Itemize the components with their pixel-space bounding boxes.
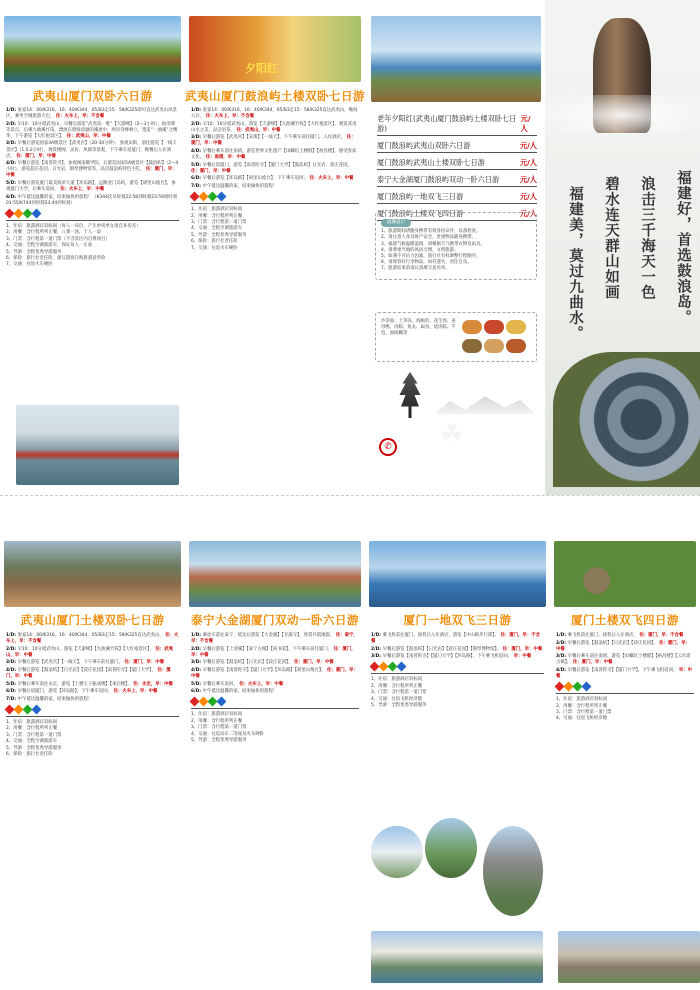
note-item: 7、交通：往返火车硬卧 <box>6 262 53 268</box>
day-meals-lodging: 住：厦门，早：中餐 <box>292 660 334 666</box>
day-description: 乘飞机前往厦门，接机后入住酒店， <box>567 633 638 638</box>
note-item: 4、交通：往返飞机经济舱 <box>556 716 608 722</box>
service-notes <box>6 224 179 269</box>
day-number: 4/D: <box>556 667 568 673</box>
day-number: 4/D: <box>6 667 18 673</box>
itinerary-day <box>6 689 179 695</box>
service-notes <box>6 720 179 758</box>
itinerary <box>191 633 359 744</box>
poem-line: 碧水连天群山如画 <box>603 176 620 300</box>
day-meals-lodging: 住：厦门，早：中餐 <box>122 660 165 666</box>
day-description: 早餐后游览【武夷宫】【宋街】【一线天】，下午乘车前往厦门，入住酒店， <box>202 135 346 141</box>
note-item: 4、交通：全程空调旅游车，保证每人一正座 <box>6 243 93 249</box>
note-item: 1、住宿：旅游酒店双标间 <box>191 712 243 718</box>
itinerary-days <box>371 633 544 660</box>
itinerary-day <box>371 647 544 653</box>
day-description: 早餐后乘车前往南靖，游览【田螺坑土楼群】【裕昌楼】【云水谣古镇】， <box>556 654 691 666</box>
poem-line: 福建美，莫过九曲水。 <box>567 186 584 341</box>
day-number: 2/D: <box>191 121 203 127</box>
route-title: 厦门土楼双飞四日游 <box>571 613 679 627</box>
service-notes <box>556 697 694 723</box>
day-description: 早餐后游览【武夷宫】【一线天】，下午乘车前往厦门， <box>17 660 123 666</box>
route-item <box>377 190 537 204</box>
day-description: 乘动车前往泰宁，抵达后游览【大金湖】【甘露寺】，欣赏丹霞地貌， <box>202 633 335 638</box>
diamond-divider <box>556 683 694 690</box>
day-description: 早餐后游览【鼓浪屿】【日光岩】【菽庄花园】， <box>567 640 658 646</box>
day-number: 6/D: <box>191 689 203 695</box>
day-meals-lodging: 住：厦门，早：中餐 <box>191 135 356 147</box>
note-item: 2、用餐：含行程所列正餐 <box>556 703 608 709</box>
itinerary-day <box>191 108 359 120</box>
itinerary-day <box>191 633 359 645</box>
panel-xiamen-3day <box>365 496 550 990</box>
itinerary-day <box>556 641 694 653</box>
route-title: 泰宁大金湖厦门双动一卧六日游 <box>191 613 359 627</box>
note-item: 4、交通：全程空调旅游车 <box>6 739 58 745</box>
day-meals-lodging: 住：南靖，早：中餐 <box>204 155 246 161</box>
day-number: 1/D: <box>191 108 203 113</box>
panel-cover <box>545 0 700 495</box>
route-price-list <box>377 112 537 224</box>
day-meals-lodging: 住：厦门，早：不含餐 <box>371 633 540 645</box>
day-number: 6/D: <box>6 194 18 200</box>
day-number: 1/D: <box>556 633 568 638</box>
day-meals-lodging: 住：火车上，早：不含餐 <box>204 114 255 120</box>
service-notes <box>191 712 359 744</box>
diamond-divider <box>371 663 544 670</box>
day-description: 早餐后返厦门，游览【环岛路】，下午乘车返回， <box>17 689 112 695</box>
service-notes <box>191 207 359 252</box>
day-meals-lodging: 住：火车上，早：中餐 <box>237 681 284 687</box>
day-meals-lodging: 住：厦门，早：中餐 <box>501 646 543 652</box>
note-item: 1、住宿：旅游酒店双标间 <box>556 697 608 703</box>
itinerary-day <box>191 647 359 659</box>
tip-item: 4、请尊重当地的风俗习惯，文明旅游。 <box>381 247 459 253</box>
day-description: 中午抵达温馨的家，结束愉快的旅程！ <box>202 184 278 190</box>
food-box <box>375 312 537 362</box>
day-number: 1/D: <box>6 108 18 113</box>
day-description: 乘飞机前往厦门，接机后入住酒店，游览【中山路步行街】， <box>382 633 499 638</box>
itinerary-days <box>191 108 359 190</box>
itinerary-day <box>6 633 179 645</box>
itinerary-day <box>6 660 179 666</box>
day-meals-lodging: 住：厦门，早：不含餐 <box>637 633 684 638</box>
itinerary <box>371 633 544 709</box>
tips-box <box>375 212 537 280</box>
tip-item: 7、旅游结束前请认真填写意见单。 <box>381 266 450 272</box>
panel-wuyi-tulou-7day <box>0 496 185 990</box>
day-number: 4/D: <box>191 667 203 673</box>
day-number: 4/D: <box>191 149 203 155</box>
itinerary-day <box>6 697 179 703</box>
note-item: 3、门票：含行程第一道门票 <box>6 732 62 738</box>
route-name: 厦门鼓浪屿土楼双飞四日游 <box>377 209 464 218</box>
day-meals-lodging: 住：火车上，早：不含餐 <box>54 114 105 120</box>
divider <box>556 693 694 694</box>
note-item: 2、用餐：含行程所列正餐 <box>6 726 58 732</box>
route-name: 厦门鼓浪屿武夷山双卧六日游 <box>377 141 471 150</box>
route-item <box>377 112 537 136</box>
itinerary-day <box>6 647 179 659</box>
route-item <box>377 139 537 153</box>
day-number: 5/D: <box>191 162 203 168</box>
day-number: 3/D: <box>191 660 203 666</box>
panel-wuyi-xiamen-6day <box>0 0 185 495</box>
day-number: 2/D: <box>6 121 18 127</box>
itinerary-day <box>191 149 359 161</box>
tip-item: 1、旅游期间请随身携带有效身份证件，以备检查。 <box>381 229 481 235</box>
day-description: 早10：10分抵武夷山，游览【天游峰】【九曲溪竹筏】【大红袍景区】， <box>17 646 154 652</box>
mist-clouds <box>545 95 700 135</box>
divider <box>6 716 179 717</box>
note-item: 6、保险：旅行社责任险 <box>6 751 53 757</box>
day-meals-lodging: 早：中餐 <box>556 667 693 680</box>
tower-pagoda-photo <box>483 826 543 916</box>
route-price: 元/人 <box>519 175 537 184</box>
itinerary-day <box>191 689 359 695</box>
day-number: 3/D: <box>556 654 568 660</box>
day-description: 中午抵达温馨的家，结束愉快的旅程！ <box>202 689 278 695</box>
coast-statue-photo <box>371 16 541 102</box>
diamond-divider <box>6 706 179 713</box>
cave-photo <box>4 541 181 607</box>
day-description: 张家14：00/K316，16：40/K344，05/B3走15：58/K325直达武夷山，晚间入住， <box>191 108 358 120</box>
day-description: 早10：10分抵武夷山，早餐后游览“武夷第一胜”【天游峰】（2—3小时），仙浴潭等景点，后乘九曲溪竹筏，漂流在碧绿清澈的溪流中，两岸奇峰林立，饱览“一曲溪”之精华，下午游览【大红袍景区】， <box>6 121 178 139</box>
itinerary-days <box>6 108 179 207</box>
itinerary-day <box>191 668 359 680</box>
statue-photo <box>371 826 423 878</box>
day-meals-lodging: 住：厦门，早：中餐 <box>191 646 356 658</box>
day-number: 2/D: <box>556 640 568 646</box>
day-meals-lodging: 住：武夷山，早：中餐 <box>6 646 173 658</box>
day-meals-lodging: 住：厦门，早：中餐 <box>191 667 358 680</box>
route-name: 老年夕阳红(武夷山厦门鼓浪屿土楼双卧七日游) <box>377 114 517 133</box>
route-price: 元/人 <box>519 141 537 150</box>
route-title: 武夷山厦门双卧六日游 <box>32 89 153 103</box>
day-description: 早餐后游览【上清溪】【泰宁古城】【尚书第】，下午乘车前往厦门， <box>202 646 333 652</box>
danxia-lake-photo <box>189 541 361 607</box>
route-item <box>377 173 537 187</box>
day-number: 2/D: <box>371 646 383 652</box>
note-item: 7、交通：往返火车硬卧 <box>191 245 238 251</box>
itinerary-day <box>191 660 359 666</box>
itinerary-day <box>191 163 359 175</box>
tips-header: 温馨提示 <box>381 219 411 227</box>
food-thumbnails <box>461 319 531 357</box>
diamond-divider <box>191 698 359 705</box>
day-number: 7/D: <box>191 184 203 190</box>
tip-item: 5、如遇不可抗力因素，旅行社有权调整行程顺序。 <box>381 254 481 260</box>
itinerary <box>556 633 694 723</box>
note-item: 2、用餐：含行程所列正餐 <box>191 213 243 219</box>
day-description: 早餐后乘车前往南靖，游览世界文化遗产【田螺坑土楼群】【裕昌楼】，感受客家文化， <box>191 149 357 161</box>
route-item <box>377 156 537 170</box>
day-number: 4/D: <box>6 161 18 167</box>
itinerary-day <box>6 682 179 688</box>
pagoda-ink-painting <box>395 372 425 418</box>
day-description: 中午抵达温馨的家，结束愉快的旅程！（K344次早时刻22:58到时刻23:59到时刻01:55/K744到时刻23:44到时刻） <box>6 194 178 206</box>
itinerary-day <box>191 135 359 147</box>
day-description: 早餐后乘车返回， <box>202 681 238 687</box>
day-meals-lodging: 住：火车上，早：中餐 <box>307 176 354 182</box>
day-number: 3/D: <box>371 654 383 660</box>
note-item: 2、用餐：含行程所列正餐，八菜一汤，十人一桌 <box>6 230 101 236</box>
diamond-divider <box>191 193 359 200</box>
day-description: 张家14：00/K316，16：40/K344，05/B3走15：58/K325即可直达武夷山风景区，乘坐空调旅游大巴， <box>6 108 177 120</box>
day-number: 3/D: <box>191 135 203 141</box>
day-description: 早餐后游览【南普陀寺】【厦门大学】，下午乘飞机返回， <box>567 667 678 673</box>
day-number: 1/D: <box>191 633 203 638</box>
day-number: 6/D: <box>191 176 203 182</box>
day-number: 1/D: <box>371 633 383 638</box>
itinerary-day <box>191 184 359 190</box>
note-item: 3、门票：含行程第一道门票（不含景区内自费项目） <box>6 236 110 242</box>
itinerary-day <box>191 176 359 182</box>
day-meals-lodging: 住：厦门，早：中餐 <box>6 667 171 680</box>
route-price: 元/人 <box>519 158 537 167</box>
note-item: 5、导游：全程优秀导游服务 <box>191 737 247 743</box>
tip-item: 3、福建气候温暖湿润，请根据天气携带衣物及雨具。 <box>381 241 485 247</box>
note-item: 6、保险：旅行社责任险 <box>191 239 238 245</box>
tulou-aerial-photo <box>553 352 700 487</box>
divider <box>6 220 179 221</box>
day-meals-lodging: 住：火车上，早：不含餐 <box>6 633 179 645</box>
day-meals-lodging: 住：厦门，早：中餐 <box>191 168 231 174</box>
route-price: 元/人 <box>519 209 537 218</box>
day-description: 早餐后游览国家4A级景区【武夷宫】（20-30分钟），参观宋街，前往游览【一线天景区】（1.5-2小时），观赏楼阁、灵岩、风洞等景观，下午乘车返厦门，晚餐后入住酒店， <box>6 141 177 159</box>
day-meals-lodging: 住：厦门，早：中餐 <box>14 153 56 159</box>
divider <box>191 708 359 709</box>
wuyi-mountain-photo <box>4 16 181 82</box>
itinerary-day <box>371 654 544 660</box>
itinerary-day <box>191 122 359 134</box>
tip-item: 2、请注意人身及财产安全，贵重物品随身携带。 <box>381 235 476 241</box>
day-number: 7/D: <box>6 696 18 702</box>
route-price: 元/人 <box>519 192 537 201</box>
note-item: 2、用餐：含行程所列正餐 <box>191 718 243 724</box>
tips-list <box>381 229 531 272</box>
day-description: 中午抵达温馨的家，结束愉快的旅程！ <box>17 696 93 702</box>
itinerary <box>6 108 179 269</box>
note-item: 3、门票：含行程第一道门票 <box>556 709 612 715</box>
panel-xiamen-tulou-4day <box>550 496 700 990</box>
itinerary-days <box>191 633 359 695</box>
itinerary-day <box>6 122 179 140</box>
note-item: 6、保险：旅行社责任险，建议游客自购旅游意外险 <box>6 255 106 261</box>
route-price: 元/人 <box>520 114 531 133</box>
note-item: 1、住宿：旅游酒店双标间 <box>371 677 423 683</box>
route-title: 武夷山厦门鼓浪屿土楼双卧七日游 <box>185 89 365 103</box>
ink-mountains <box>435 392 535 414</box>
day-meals-lodging: 住：火车上，早：中餐 <box>112 689 158 695</box>
tip-item: 6、请保管好行李物品，如有遗失，责任自负。 <box>381 260 472 266</box>
day-number: 5/D: <box>6 181 18 187</box>
day-meals-lodging: 住：武夷山，早：中餐 <box>65 133 111 139</box>
day-meals-lodging: 住：泰宁，早：不含餐 <box>191 633 358 645</box>
itinerary-days <box>556 633 694 680</box>
stadium-photo <box>558 931 700 983</box>
day-description: 早餐后游览【鼓浪屿】【日光岩】【菽庄花园】【钢琴博物馆】， <box>382 646 502 652</box>
day-number: 6/D: <box>6 689 18 695</box>
day-description: 早餐后游览【鼓浪屿】【日光岩】【菽庄花园】， <box>202 660 293 666</box>
day-number: 2/D: <box>191 646 203 652</box>
day-meals-lodging: 住：火车上，早：中餐 <box>58 187 105 193</box>
route-title: 厦门一地双飞三日游 <box>403 613 512 627</box>
note-item: 2、用餐：含行程所列正餐 <box>371 683 423 689</box>
day-description: 早10：10分抵武夷山，游览【天游峰】【九曲溪竹筏】【大红袍景区】，观赏武夷山水之美，品尝岩茶， <box>191 121 357 133</box>
building-waterfront-photo <box>371 931 543 983</box>
note-item: 5、导游：全程优秀导游服务 <box>371 703 427 708</box>
day-meals-lodging: 住：永定，早：中餐 <box>131 681 173 687</box>
itinerary-day <box>6 668 179 680</box>
route-name: 泰宁大金湖厦门鼓浪屿双动一卧六日游 <box>377 175 500 184</box>
day-description: 张家14：00/K316，16：40/K344，05/B3走15：58/K325直达武夷山， <box>17 633 164 638</box>
note-item: 3、门票：含行程第一道门票 <box>371 690 427 696</box>
day-number: 5/D: <box>6 681 18 687</box>
garden-pavilion-photo <box>425 818 477 878</box>
watermark: ☘ <box>440 420 472 450</box>
divider <box>191 203 359 204</box>
itinerary-day <box>6 181 179 193</box>
note-item: 4、交通：往返飞机经济舱 <box>371 696 423 702</box>
note-item: 3、门票：含行程第一道门票 <box>191 219 247 225</box>
day-number: 1/D: <box>6 633 18 638</box>
day-meals-lodging: 住：武夷山，早：中餐 <box>234 127 281 133</box>
note-item: 5、导游：全程优秀导游服务 <box>6 745 62 751</box>
day-description: 早餐后返厦门，游览【南普陀寺】【厦门大学】【鼓浪屿】日光岩、菽庄花园， <box>202 162 352 168</box>
day-meals-lodging: 早：中餐 <box>512 654 532 660</box>
itinerary-day <box>6 161 179 179</box>
note-item: 1、住宿：旅游酒店双标间 <box>191 207 243 213</box>
day-description: 早餐后游览【环岛路】【胡里山炮台】，下午乘车返回， <box>202 176 308 182</box>
route-title: 武夷山厦门土楼双卧七日游 <box>20 613 165 627</box>
itinerary <box>6 633 179 758</box>
route-name: 厦门鼓浪屿武夷山土楼双卧七日游 <box>377 158 485 167</box>
itinerary-day <box>371 633 544 645</box>
poem-line: 浪击三千海天一色 <box>639 176 656 300</box>
note-item: 1、住宿：旅游酒店双标间（每人一床位，产生单男单女请自补房差） <box>6 223 141 229</box>
day-number: 5/D: <box>191 681 203 687</box>
itinerary-day <box>6 141 179 159</box>
day-number: 3/D: <box>6 660 18 666</box>
brochure-inside <box>0 495 700 990</box>
itinerary-day <box>6 108 179 120</box>
day-number: 2/D: <box>6 646 18 652</box>
day-meals-lodging: 住：厦门，早：中餐 <box>571 660 613 666</box>
photo-caption: 夕阳红 <box>245 62 278 75</box>
service-notes <box>371 677 544 709</box>
tulou-field-photo <box>554 541 696 607</box>
day-description: 早餐后游览【鼓浪屿】【日光岩】【菽庄花园】【南普陀寺】【厦门大学】， <box>17 667 156 673</box>
island-sea-photo <box>369 541 546 607</box>
itinerary-day <box>556 633 694 639</box>
day-meals-lodging: 住：厦门，早：中餐 <box>6 167 177 179</box>
poem-line: 福建好，首选鼓浪岛。 <box>675 170 692 325</box>
day-description: 早餐后游览【南普陀寺】【厦门大学】【环岛路】【胡里山炮台】， <box>202 667 326 673</box>
day-description: 早餐后游览【南普陀寺】，参观闽南佛学院，后游览国家5A级景区【鼓浪屿】（2—4小时），游览菽庄花园、日光岩、钢琴博物馆等，品尝鼓浪屿特色小吃， <box>6 161 179 173</box>
note-item: 4、交通：全程空调旅游车 <box>191 226 243 232</box>
itinerary <box>191 108 359 252</box>
itinerary-day <box>556 654 694 666</box>
note-item: 5、导游：全程优秀导游服务 <box>6 249 62 255</box>
phone-icon: ✆ <box>379 438 397 456</box>
divider <box>371 673 544 674</box>
itinerary-days <box>6 633 179 703</box>
day-number: 3/D: <box>6 141 18 147</box>
food-text: 沙茶面、土笋冻、海蛎煎、花生汤、姜母鸭、肉粽、鱼丸、扁食、烧肉粽、芋包、面线糊等 <box>381 319 456 337</box>
note-item: 3、门票：含行程第一道门票 <box>191 725 247 731</box>
note-item: 5、导游：全程优秀导游服务 <box>191 232 247 238</box>
dragon-boat-photo <box>16 405 179 485</box>
note-item: 1、住宿：旅游酒店双标间 <box>6 719 58 725</box>
panel-wuyi-gulangyu-tulou-7day <box>185 0 365 495</box>
day-description: 早餐后游览厦门最美海滨大道【环岛路】，远眺金门岛屿，游览【胡里山炮台】，参观厦门大学，后乘车返回， <box>6 181 176 193</box>
day-meals-lodging: 住：厦门，早：中餐 <box>556 640 690 652</box>
itinerary-day <box>556 668 694 680</box>
diamond-divider <box>6 210 179 217</box>
itinerary-day <box>191 682 359 688</box>
route-name: 厦门鼓浪屿一地双飞三日游 <box>377 192 464 201</box>
itinerary-day <box>6 195 179 207</box>
day-description: 早餐后游览【南普陀寺】【厦门大学】【环岛路】，下午乘飞机返回， <box>382 654 513 660</box>
panel-taining-6day <box>185 496 365 990</box>
day-description: 早餐后乘车前往永定，游览【土楼王子振成楼】【承启楼】， <box>17 681 132 687</box>
note-item: 4、交通：往返动车二等座及火车硬卧 <box>191 731 265 737</box>
